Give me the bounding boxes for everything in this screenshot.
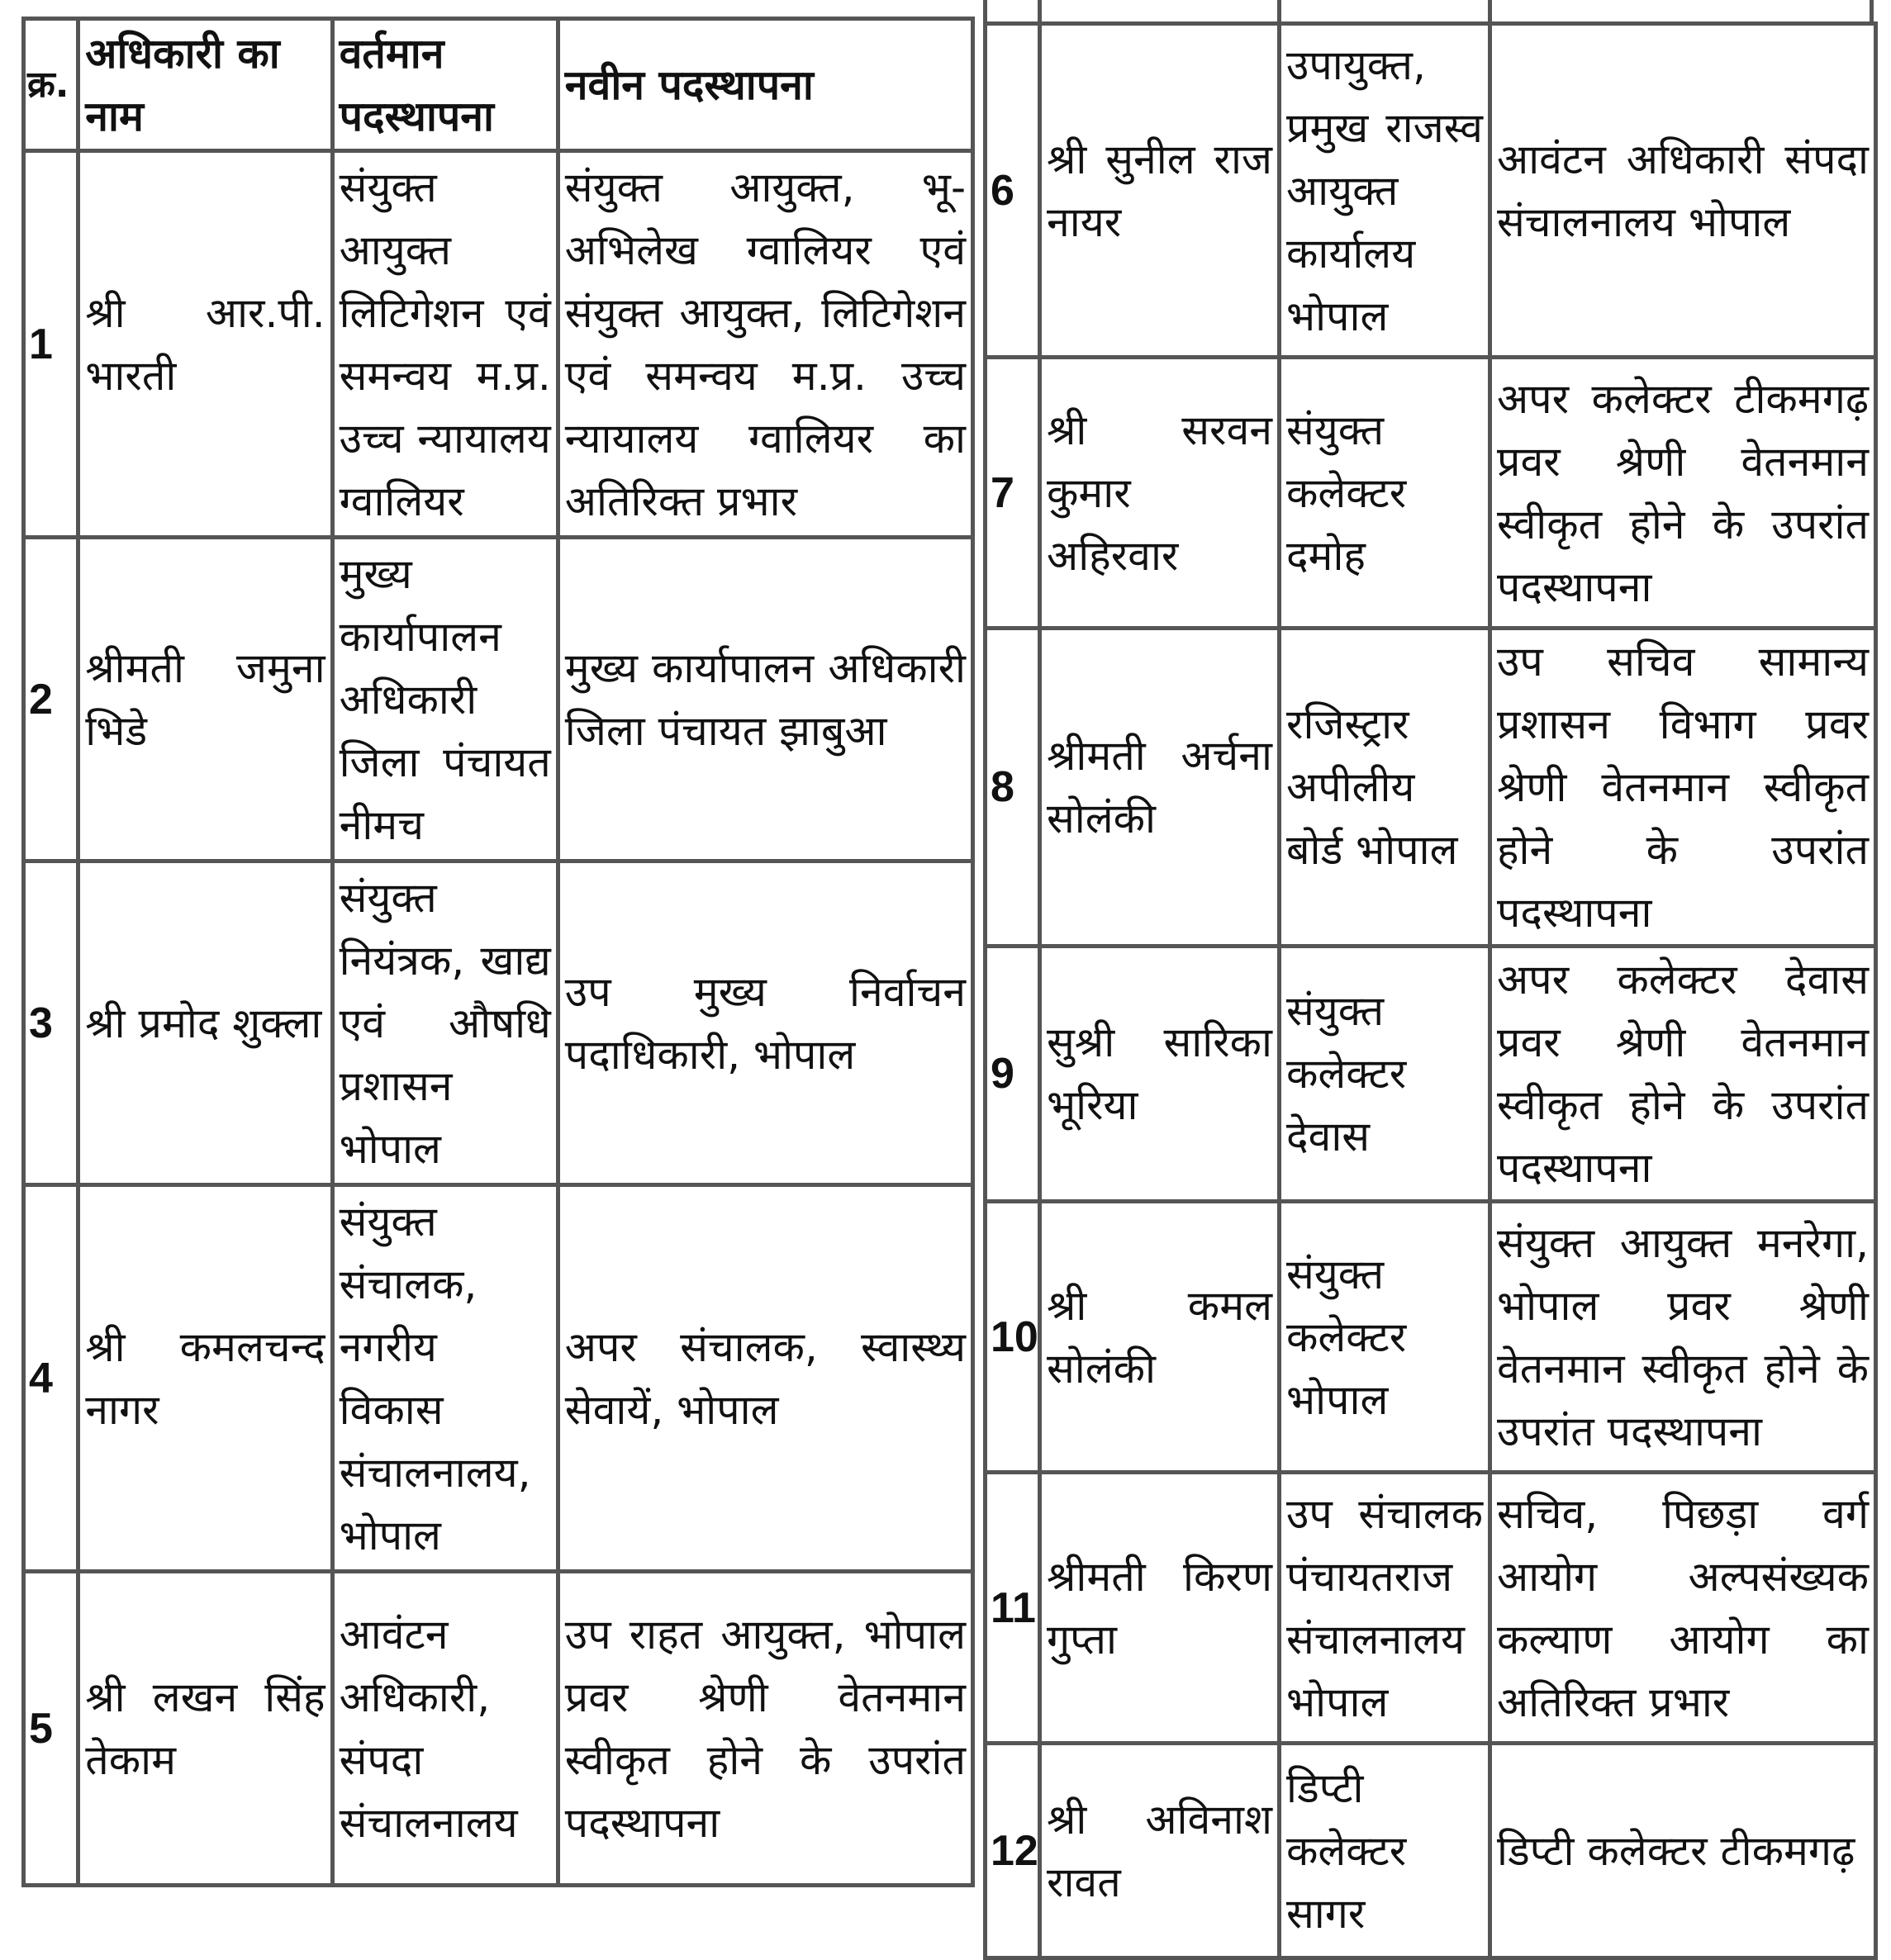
row-serial: 12: [986, 1744, 1040, 1958]
row-serial: 5: [24, 1572, 78, 1886]
row-serial: 1: [24, 151, 78, 538]
table-row: [986, 1744, 1876, 1958]
row-new-posting: आवंटन अधिकारी संपदा संचालनालय भोपाल: [1490, 24, 1876, 358]
table-row: [24, 861, 973, 1185]
row-officer-name: श्री सरवन कुमार अहिरवार: [1040, 358, 1280, 629]
row-new-posting: संयुक्त आयुक्त, भू-अभिलेख ग्वालियर एवं संयुक्त आयुक्त, लिटिगेशन एवं समन्वय म.प्र. उच्च न्यायालय ग्वालियर का अतिरिक्त प्रभार: [558, 151, 972, 538]
row-new-posting: अपर कलेक्टर देवास प्रवर श्रेणी वेतनमान स्वीकृत होने के उपरांत पदस्थापना: [1490, 947, 1876, 1202]
row-new-posting: सचिव, पिछड़ा वर्ग आयोग अल्पसंख्यक कल्याण आयोग का अतिरिक्त प्रभार: [1490, 1473, 1876, 1744]
row-officer-name: श्री लखन सिंह तेकाम: [78, 1572, 332, 1886]
table-row: [24, 151, 973, 538]
row-officer-name: श्री कमल सोलंकी: [1040, 1202, 1280, 1473]
row-current-posting: संयुक्त आयुक्त लिटिगेशन एवं समन्वय म.प्र. उच्च न्यायालय ग्वालियर: [332, 151, 558, 538]
row-serial: 2: [24, 538, 78, 861]
row-current-posting: संयुक्त कलेक्टर भोपाल: [1280, 1202, 1490, 1473]
row-serial: 10: [986, 1202, 1040, 1473]
table-header-row: [24, 19, 973, 151]
table-row: [986, 629, 1876, 947]
row-officer-name: श्री प्रमोद शुक्ला: [78, 861, 332, 1185]
row-current-posting: संयुक्त संचालक, नगरीय विकास संचालनालय, भोपाल: [332, 1185, 558, 1572]
table-row: [24, 1185, 973, 1572]
row-officer-name: श्री सुनील राज नायर: [1040, 24, 1280, 358]
panel-divider: [975, 0, 983, 1823]
row-officer-name: श्री आर.पी. भारती: [78, 151, 332, 538]
row-current-posting: आवंटन अधिकारी, संपदा संचालनालय: [332, 1572, 558, 1886]
row-officer-name: सुश्री सारिका भूरिया: [1040, 947, 1280, 1202]
row-current-posting: डिप्टी कलेक्टर सागर: [1280, 1744, 1490, 1958]
row-new-posting: उप राहत आयुक्त, भोपाल प्रवर श्रेणी वेतनमान स्वीकृत होने के उपरांत पदस्थापना: [558, 1572, 972, 1886]
row-current-posting: उपायुक्त, प्रमुख राजस्व आयुक्त कार्यालय भोपाल: [1280, 24, 1490, 358]
row-new-posting: डिप्टी कलेक्टर टीकमगढ़: [1490, 1744, 1876, 1958]
row-officer-name: श्रीमती अर्चना सोलंकी: [1040, 629, 1280, 947]
row-current-posting: संयुक्त नियंत्रक, खाद्य एवं औषधि प्रशासन भोपाल: [332, 861, 558, 1185]
transfer-table-part-1: [21, 17, 975, 1887]
header-officer-name: अधिकारी का नाम: [78, 19, 332, 151]
table-top-stub: [983, 0, 1874, 21]
row-new-posting: संयुक्त आयुक्त मनरेगा, भोपाल प्रवर श्रेणी वेतनमान स्वीकृत होने के उपरांत पदस्थापना: [1490, 1202, 1876, 1473]
table-row: [986, 1202, 1876, 1473]
row-new-posting: अपर कलेक्टर टीकमगढ़ प्रवर श्रेणी वेतनमान स्वीकृत होने के उपरांत पदस्थापना: [1490, 358, 1876, 629]
transfer-table-part-2: [983, 21, 1878, 1960]
row-current-posting: उप संचालक पंचायतराज संचालनालय भोपाल: [1280, 1473, 1490, 1744]
row-serial: 8: [986, 629, 1040, 947]
header-current-posting: वर्तमान पदस्थापना: [332, 19, 558, 151]
row-new-posting: मुख्य कार्यापालन अधिकारी जिला पंचायत झाबुआ: [558, 538, 972, 861]
row-serial: 6: [986, 24, 1040, 358]
table-row: [986, 24, 1876, 358]
table-row: [24, 538, 973, 861]
row-serial: 3: [24, 861, 78, 1185]
row-officer-name: श्री कमलचन्द नागर: [78, 1185, 332, 1572]
row-current-posting: मुख्य कार्यापालन अधिकारी जिला पंचायत नीमच: [332, 538, 558, 861]
header-serial: क्र.: [24, 19, 78, 151]
row-serial: 4: [24, 1185, 78, 1572]
header-new-posting: नवीन पदस्थापना: [558, 19, 972, 151]
table-row: [986, 358, 1876, 629]
row-new-posting: उप मुख्य निर्वाचन पदाधिकारी, भोपाल: [558, 861, 972, 1185]
row-current-posting: संयुक्त कलेक्टर दमोह: [1280, 358, 1490, 629]
row-serial: 9: [986, 947, 1040, 1202]
row-new-posting: अपर संचालक, स्वास्थ्य सेवायें, भोपाल: [558, 1185, 972, 1572]
row-serial: 7: [986, 358, 1040, 629]
row-officer-name: श्री अविनाश रावत: [1040, 1744, 1280, 1958]
row-serial: 11: [986, 1473, 1040, 1744]
transfer-table-right-panel: [983, 0, 1891, 1938]
row-officer-name: श्रीमती जमुना भिडे: [78, 538, 332, 861]
row-current-posting: संयुक्त कलेक्टर देवास: [1280, 947, 1490, 1202]
table-row: [24, 1572, 973, 1886]
transfer-table-left-panel: [0, 0, 975, 1847]
row-new-posting: उप सचिव सामान्य प्रशासन विभाग प्रवर श्रेणी वेतनमान स्वीकृत होने के उपरांत पदस्थापना: [1490, 629, 1876, 947]
row-officer-name: श्रीमती किरण गुप्ता: [1040, 1473, 1280, 1744]
row-current-posting: रजिस्ट्रार अपीलीय बोर्ड भोपाल: [1280, 629, 1490, 947]
table-row: [986, 1473, 1876, 1744]
table-row: [986, 947, 1876, 1202]
